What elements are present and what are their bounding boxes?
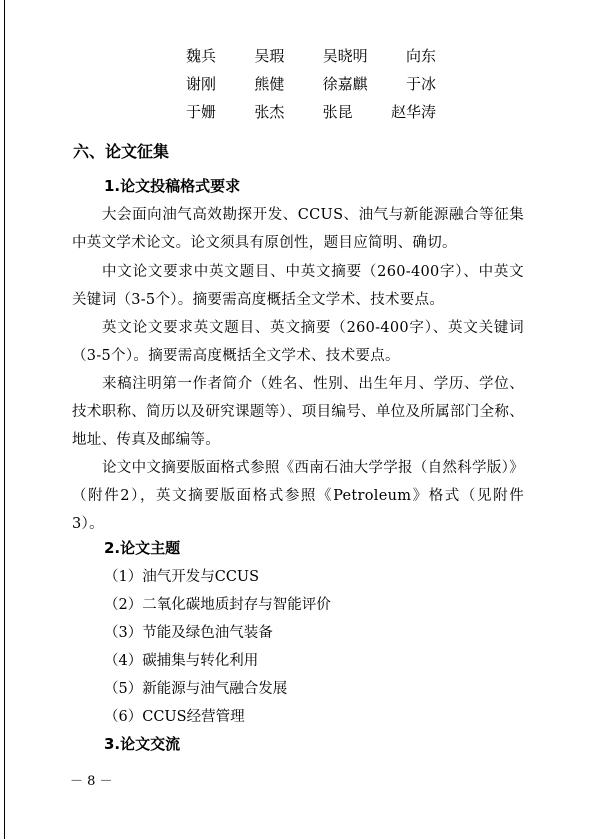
- person-name: 魏兵: [186, 47, 217, 65]
- person-name: 赵华涛: [390, 103, 436, 121]
- person-name: 吴晓明: [322, 47, 368, 65]
- paragraph: 论文中文摘要版面格式参照《西南石油大学学报（自然科学版）》（附件2），英文摘要版面格式参照《Petroleum》格式（见附件3）。: [72, 460, 524, 532]
- list-item: （6）CCUS经营管理: [104, 709, 245, 725]
- name-row: [186, 70, 436, 98]
- page-edge-line: [4, 0, 5, 839]
- subsection-heading-topics: 2.论文主题: [104, 539, 181, 557]
- paragraph: 来稿注明第一作者简介（姓名、性别、出生年月、学历、学位、技术职称、简历以及研究课题等）、项目编号、单位及所属部门全称、地址、传真及邮编等。: [72, 376, 524, 448]
- paragraph: 大会面向油气高效勘探开发、CCUS、油气与新能源融合等征集中英文学术论文。论文须具有原创性，题目应简明、确切。: [72, 207, 524, 251]
- page-number: － 8 －: [70, 774, 113, 789]
- list-item: （5）新能源与油气融合发展: [104, 681, 288, 697]
- person-name: 向东: [405, 47, 436, 65]
- list-item: （4）碳捕集与转化利用: [104, 653, 259, 669]
- person-name: 徐嘉麒: [322, 75, 368, 93]
- committee-name-list: [186, 42, 436, 126]
- person-name: 张昆: [322, 103, 353, 121]
- name-row: [186, 42, 436, 70]
- paragraph: 中文论文要求中英文题目、中英文摘要（260-400字）、中英文关键词（3-5个）。摘要需高度概括全文学术、技术要点。: [72, 264, 524, 308]
- list-item: （1）油气开发与CCUS: [104, 569, 260, 585]
- person-name: 吴瑕: [254, 47, 285, 65]
- person-name: 于冰: [405, 75, 436, 93]
- section-heading: 六、论文征集: [73, 142, 170, 161]
- person-name: 熊健: [254, 75, 285, 93]
- name-row: [186, 98, 436, 126]
- subsection-heading-format: 1.论文投稿格式要求: [104, 177, 241, 195]
- person-name: 于姗: [186, 103, 217, 121]
- list-item: （3）节能及绿色油气装备: [104, 625, 273, 641]
- subsection-heading-exchange: 3.论文交流: [104, 735, 181, 753]
- topic-list: [104, 563, 331, 731]
- person-name: 张杰: [254, 103, 285, 121]
- person-name: 谢刚: [186, 75, 217, 93]
- paragraph: 英文论文要求英文题目、英文摘要（260-400字）、英文关键词（3-5个）。摘要需高度概括全文学术、技术要点。: [72, 320, 524, 364]
- list-item: （2）二氧化碳地质封存与智能评价: [104, 597, 331, 613]
